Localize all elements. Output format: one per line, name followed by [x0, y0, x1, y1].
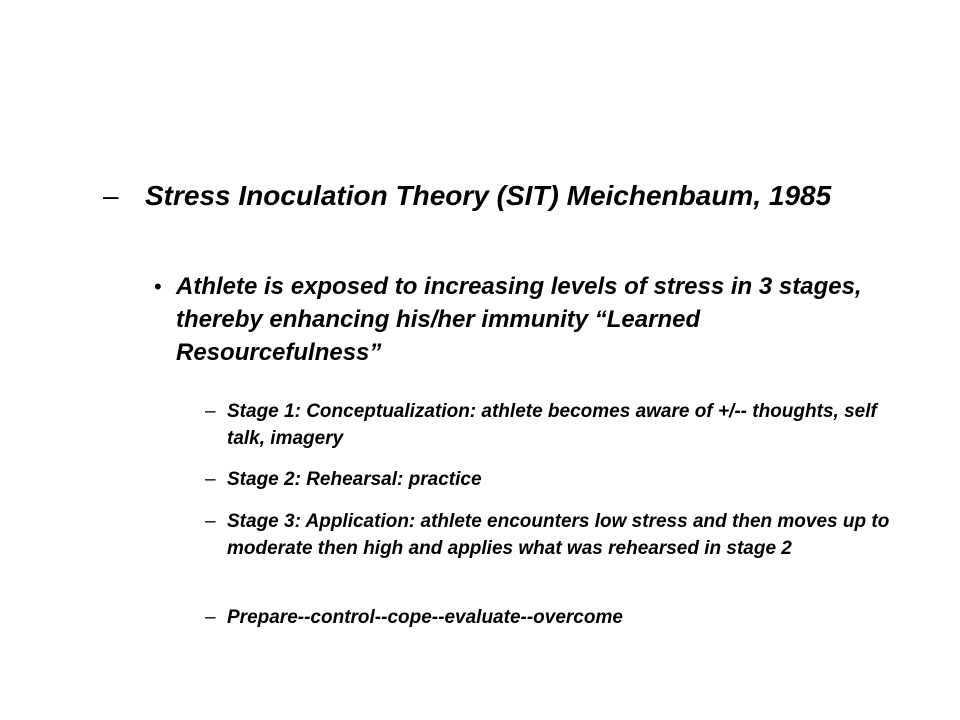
- dash-marker: –: [205, 511, 216, 532]
- dash-marker: –: [205, 469, 216, 490]
- dash-marker: –: [205, 401, 216, 422]
- bullet-marker: •: [154, 274, 162, 299]
- subitem-text: Stage 1: Conceptualization: athlete becomes aware of +/-- thoughts, self talk, imagery: [227, 401, 877, 449]
- subitem-sequence: [205, 604, 907, 631]
- heading-item: [103, 177, 885, 215]
- dash-marker: –: [205, 607, 216, 628]
- dash-marker: –: [103, 180, 119, 211]
- subitem-stage-1: [205, 398, 907, 452]
- subitem-stage-3: [205, 508, 907, 562]
- subitem-text: Stage 3: Application: athlete encounters low stress and then moves up to moderate then high and applies what was rehearsed in stage 2: [227, 511, 890, 559]
- heading-text: Stress Inoculation Theory (SIT) Meichenbaum, 1985: [145, 180, 832, 211]
- bullet-item: [154, 270, 896, 369]
- bullet-text: Athlete is exposed to increasing levels of stress in 3 stages, thereby enhancing his/her immunity “Learned Resourcefulness”: [176, 273, 862, 366]
- subitem-text: Prepare--control--cope--evaluate--overcome: [227, 607, 623, 628]
- subitem-text: Stage 2: Rehearsal: practice: [227, 469, 482, 490]
- subitem-stage-2: [205, 466, 907, 493]
